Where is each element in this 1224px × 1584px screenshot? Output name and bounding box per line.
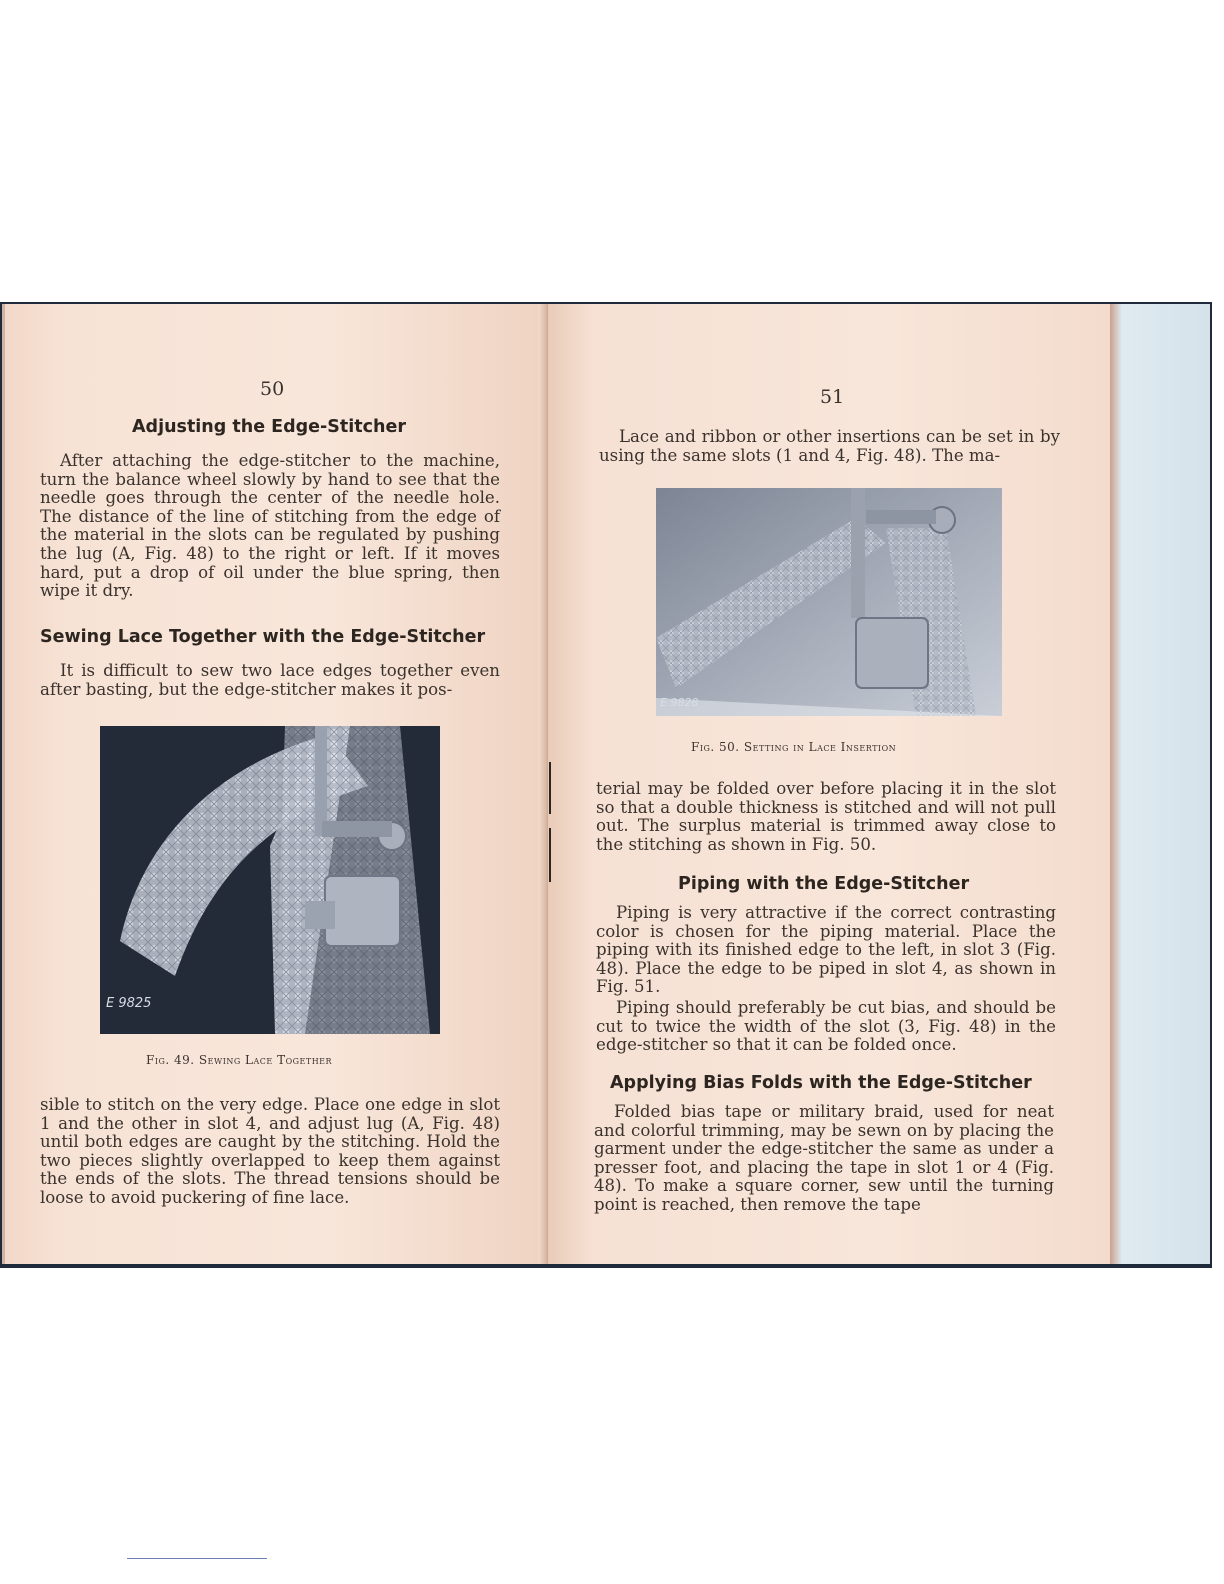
heading-piping: Piping with the Edge-Stitcher: [678, 874, 970, 894]
page-number-left: 50: [260, 378, 285, 400]
figure-49-caption: Fig. 49. Sewing Lace Together: [146, 1053, 333, 1067]
figure-49-image: [100, 726, 440, 1034]
page-edge: [1110, 304, 1210, 1264]
figure-50-code: E 9828: [660, 696, 699, 709]
paragraph-piping-2: Piping should preferably be cut bias, and should be cut to twice the width of the slot (3, Fig. 48) in the edge-stitcher so that it can be folded once.: [596, 998, 1056, 1055]
figure-50-image: [656, 488, 1002, 716]
paragraph-lace-insertion-start: Lace and ribbon or other insertions can be set in by using the same slots (1 and 4, Fig. 48). The ma-: [599, 427, 1060, 465]
gutter-mark: [549, 828, 551, 882]
paragraph-sewing-lace-start: It is difficult to sew two lace edges together even after basting, but the edge-stitcher makes it pos-: [40, 661, 500, 699]
gutter-mark: [549, 762, 551, 814]
lace-sewing-illustration: [100, 726, 440, 1034]
paragraph-bias-folds: Folded bias tape or military braid, used for neat and colorful trimming, may be sewn on by placing the garment under the edge-stitcher the same as under a presser foot, and placing the tape in slot 1 or 4 (Fig. 48). To make a square corner, sew until the turning point is reached, then remove the tape: [594, 1102, 1054, 1214]
heading-adjusting-edge-stitcher: Adjusting the Edge-Stitcher: [132, 417, 406, 437]
figure-49-code: E 9825: [106, 996, 152, 1011]
lace-insertion-illustration: [656, 488, 1002, 716]
paragraph-adjusting: After attaching the edge-stitcher to the machine, turn the balance wheel slowly by hand to see that the needle goes through the center of the needle hole. The distance of the line of stitching from the edge of the material in the slots can be regulated by pushing the lug (A, Fig. 48) to the right or left. If it moves hard, put a drop of oil under the blue spring, then wipe it dry.: [40, 451, 500, 601]
paragraph-sewing-lace-continued: sible to stitch on the very edge. Place one edge in slot 1 and the other in slot 4, and adjust lug (A, Fig. 48) until both edges are caught by the stitching. Hold the two pieces slightly overlapped to keep them against the ends of the slots. The thread tensions should be loose to avoid puckering of fine lace.: [40, 1095, 500, 1207]
heading-applying-bias-folds: Applying Bias Folds with the Edge-Stitcher: [610, 1073, 1032, 1093]
paragraph-lace-insertion-continued: terial may be folded over before placing it in the slot so that a double thickness is stitched and will not pull out. The surplus material is trimmed away close to the stitching as shown in Fig. 50.: [596, 779, 1056, 854]
heading-sewing-lace-together: Sewing Lace Together with the Edge-Stitcher: [40, 627, 486, 647]
paragraph-piping-1: Piping is very attractive if the correct contrasting color is chosen for the piping material. Place the piping with its finished edge to the left, in slot 3 (Fig. 48). Place the edge to be piped in slot 4, as shown in Fig. 51.: [596, 903, 1056, 997]
page-number-right: 51: [820, 386, 845, 408]
figure-50-caption: Fig. 50. Setting in Lace Insertion: [691, 740, 897, 754]
footer-rule: [127, 1558, 267, 1559]
